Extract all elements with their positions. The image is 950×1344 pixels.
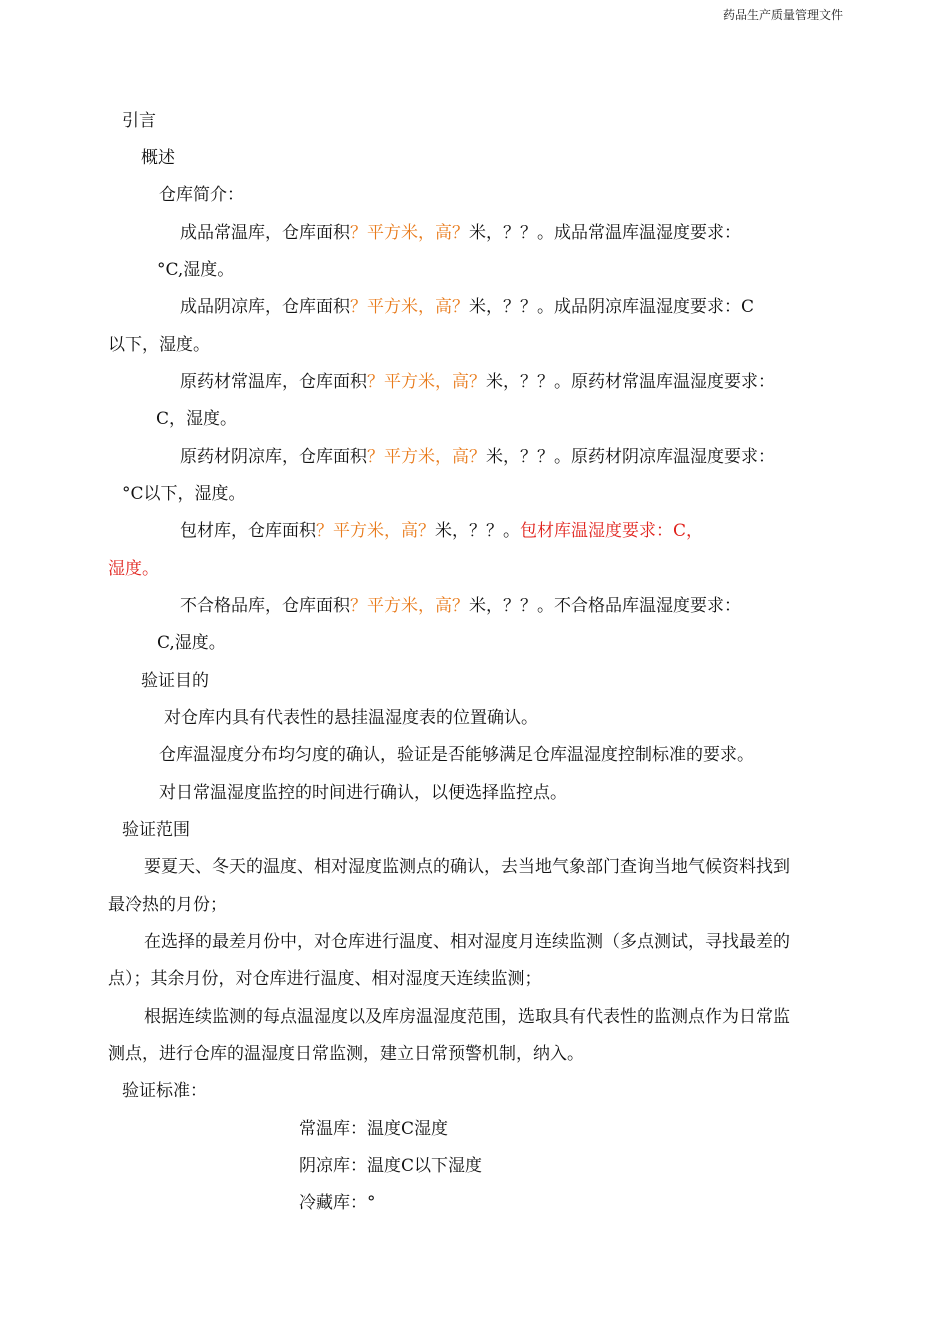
warehouse-text: 米，？？。不合格品库温湿度要求： bbox=[469, 596, 741, 616]
warehouse-text: 成品阴凉库，仓库面积 bbox=[180, 297, 350, 317]
heading-warehouse-intro: 仓库简介： bbox=[159, 185, 244, 205]
warehouse-text: 米，？？。原药材常温库温湿度要求： bbox=[486, 372, 775, 392]
scope-paragraph-line: 要夏天、冬天的温度、相对湿度监测点的确认，去当地气象部门查询当地气候资料找到 bbox=[144, 857, 790, 877]
warehouse-text: 成品常温库，仓库面积 bbox=[180, 223, 350, 243]
heading-intro: 引言 bbox=[122, 111, 156, 131]
document-header-title: 药品生产质量管理文件 bbox=[723, 8, 844, 22]
warehouse-paragraph bbox=[180, 520, 703, 542]
warehouse-text: 米，？？。成品阴凉库温湿度要求：C bbox=[469, 297, 755, 317]
heading-scope: 验证范围 bbox=[122, 820, 190, 840]
warehouse-placeholder-text: ？平方米，高？ bbox=[367, 447, 486, 467]
warehouse-text: 米，？？。 bbox=[435, 521, 520, 541]
warehouse-continuation: 湿度。 bbox=[108, 559, 159, 579]
warehouse-text: 不合格品库，仓库面积 bbox=[180, 596, 350, 616]
warehouse-paragraph bbox=[180, 222, 741, 244]
warehouse-paragraph bbox=[180, 296, 754, 318]
warehouse-placeholder-text: ？平方米，高？ bbox=[367, 372, 486, 392]
standard-item: 阴凉库：温度C以下湿度 bbox=[299, 1156, 483, 1176]
purpose-item: 仓库温湿度分布均匀度的确认，验证是否能够满足仓库温湿度控制标准的要求。 bbox=[159, 745, 754, 765]
purpose-item: 对仓库内具有代表性的悬挂温湿度表的位置确认。 bbox=[164, 708, 538, 728]
warehouse-highlight-text: 包材库温湿度要求：C， bbox=[520, 521, 704, 541]
warehouse-placeholder-text: ？平方米，高？ bbox=[350, 297, 469, 317]
warehouse-text: 包材库，仓库面积 bbox=[180, 521, 316, 541]
scope-paragraph-line: 在选择的最差月份中，对仓库进行温度、相对湿度月连续监测（多点测试，寻找最差的 bbox=[144, 932, 790, 952]
heading-purpose: 验证目的 bbox=[141, 671, 209, 691]
warehouse-text: 原药材阴凉库，仓库面积 bbox=[180, 447, 367, 467]
warehouse-paragraph bbox=[180, 371, 775, 393]
warehouse-text: 原药材常温库，仓库面积 bbox=[180, 372, 367, 392]
warehouse-continuation: C,湿度。 bbox=[157, 633, 226, 653]
standard-item: 冷藏库：° bbox=[299, 1193, 376, 1213]
purpose-item: 对日常温湿度监控的时间进行确认，以便选择监控点。 bbox=[159, 783, 567, 803]
scope-paragraph-line: 测点，进行仓库的温湿度日常监测，建立日常预警机制，纳入。 bbox=[108, 1044, 584, 1064]
warehouse-placeholder-text: ？平方米，高？ bbox=[350, 596, 469, 616]
warehouse-continuation: °C,湿度。 bbox=[157, 260, 235, 280]
standard-item: 常温库：温度C湿度 bbox=[299, 1119, 449, 1139]
warehouse-paragraph bbox=[180, 446, 775, 468]
warehouse-placeholder-text: ？平方米，高？ bbox=[316, 521, 435, 541]
warehouse-continuation: C，湿度。 bbox=[156, 409, 238, 429]
warehouse-paragraph bbox=[180, 595, 741, 617]
warehouse-continuation: °C以下，湿度。 bbox=[122, 484, 246, 504]
warehouse-text: 米，？？。成品常温库温湿度要求： bbox=[469, 223, 741, 243]
warehouse-continuation: 以下，湿度。 bbox=[108, 335, 210, 355]
heading-standard: 验证标准： bbox=[122, 1081, 207, 1101]
warehouse-text: 米，？？。原药材阴凉库温湿度要求： bbox=[486, 447, 775, 467]
warehouse-placeholder-text: ？平方米，高？ bbox=[350, 223, 469, 243]
scope-paragraph-line: 点）；其余月份，对仓库进行温度、相对湿度天连续监测； bbox=[108, 969, 542, 989]
scope-paragraph-line: 根据连续监测的每点温湿度以及库房温湿度范围，选取具有代表性的监测点作为日常监 bbox=[144, 1007, 790, 1027]
heading-overview: 概述 bbox=[141, 148, 175, 168]
scope-paragraph-line: 最冷热的月份； bbox=[108, 895, 227, 915]
